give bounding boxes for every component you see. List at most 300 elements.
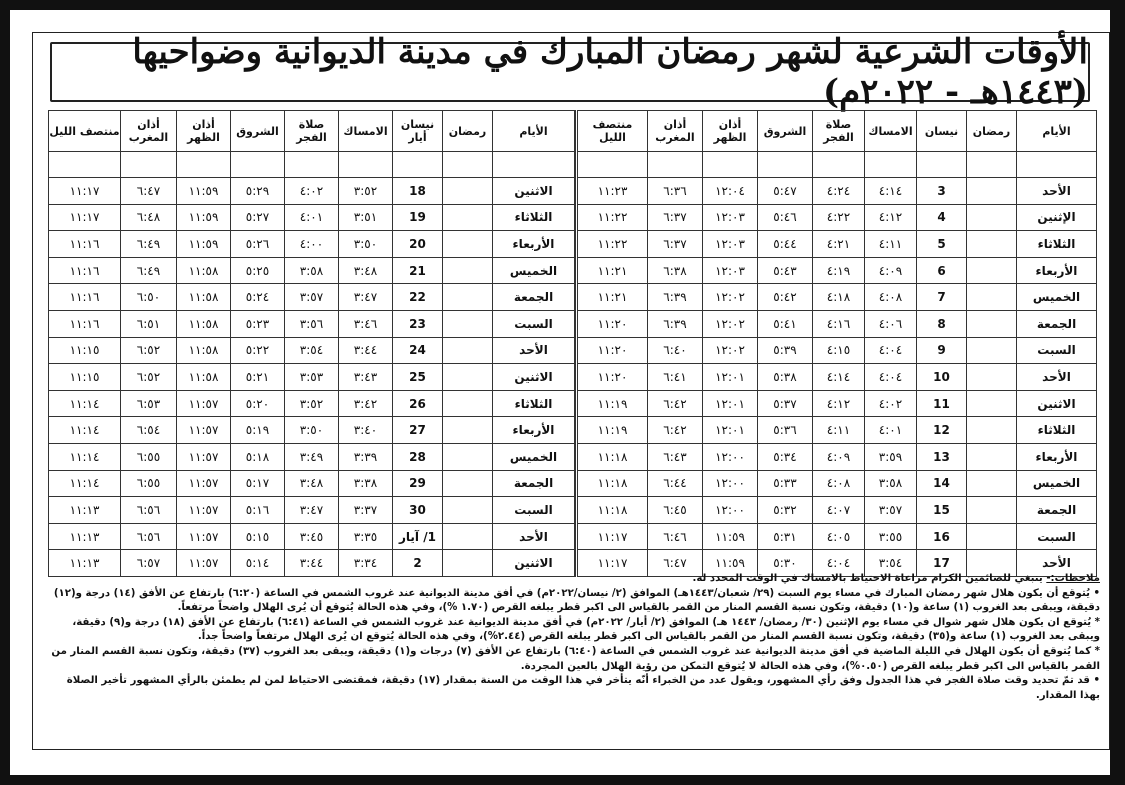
cell-month-day: 27 [393,417,443,444]
table-row [49,178,575,205]
cell-midnight: ١١:١٩ [577,390,648,417]
cell-ramadan [967,204,1017,231]
cell-ramadan [967,178,1017,205]
cell-day: الثلاثاء [493,204,575,231]
table-row [577,417,1097,444]
cell-dhuhr: ١٢:٠١ [703,417,758,444]
cell-fajr: ٤:١٩ [813,257,865,284]
cell-imsak: ٣:٥١ [339,204,393,231]
cell-midnight: ١١:١٦ [49,231,121,258]
cell-sunrise: ٥:٢٩ [231,178,285,205]
blank-row [577,152,1097,178]
cell-dhuhr: ١٢:٠٢ [703,337,758,364]
cell-midnight: ١١:١٥ [49,364,121,391]
notes-heading: ملاحظات:- [1046,573,1100,584]
cell-midnight: ١١:٢٢ [577,204,648,231]
cell-imsak: ٤:٠٨ [865,284,917,311]
cell-ramadan [967,364,1017,391]
cell-sunrise: ٥:٢١ [231,364,285,391]
cell-sunrise: ٥:١٦ [231,497,285,524]
cell-sunrise: ٥:٤١ [758,310,813,337]
cell-day: الأربعاء [493,417,575,444]
cell-ramadan [443,310,493,337]
cell-ramadan [967,337,1017,364]
cell-month-day: 28 [393,443,443,470]
cell-ramadan [967,310,1017,337]
cell-dhuhr: ١١:٥٨ [177,257,231,284]
col-header-dhuhr: أذان الظهر [177,111,231,152]
cell-fajr: ٤:٠٢ [285,178,339,205]
cell-sunrise: ٥:٣٦ [758,417,813,444]
cell-fajr: ٤:١١ [813,417,865,444]
cell-day: الأربعاء [1017,257,1097,284]
cell-sunrise: ٥:٢٢ [231,337,285,364]
cell-maghrib: ٦:٥٢ [121,364,177,391]
cell-imsak: ٤:٠٤ [865,364,917,391]
cell-maghrib: ٦:٥٥ [121,443,177,470]
table-row [577,337,1097,364]
cell-imsak: ٣:٤٨ [339,257,393,284]
cell-month-day: 17 [917,550,967,577]
cell-fajr: ٤:١٨ [813,284,865,311]
notes-line: * كما يُتوقع أن يكون الهلال في الليلة الماضية في أفق مدينة الديوانية عند غروب الشمس في الساعة (٦:٤٠) بارتفاع عن الأفق (٧) درجات و(١) دقيقة، ويبقى بعد الغروب (٣٧) دقيقة، وتكون نسبة القسم المنار من القمر بالقياس الى اكبر قطر يبلغه القرص (٠.٥٠%)، وفي هذه الحالة لا يُتوقع التمكن من رؤية الهلال بالعين المجردة. [51,645,1100,672]
cell-maghrib: ٦:٥٠ [121,284,177,311]
cell-dhuhr: ١٢:٠١ [703,364,758,391]
cell-fajr: ٤:١٤ [813,364,865,391]
cell-ramadan [967,257,1017,284]
cell-month-day: 15 [917,497,967,524]
cell-imsak: ٤:١١ [865,231,917,258]
cell-midnight: ١١:٢٠ [577,310,648,337]
cell-fajr: ٣:٥٤ [285,337,339,364]
table-row [577,284,1097,311]
table-body-right [577,152,1097,577]
cell-sunrise: ٥:٣٢ [758,497,813,524]
cell-day: السبت [1017,523,1097,550]
cell-fajr: ٣:٥٣ [285,364,339,391]
cell-sunrise: ٥:٣٠ [758,550,813,577]
cell-day: الأحد [493,523,575,550]
cell-fajr: ٤:٠٤ [813,550,865,577]
cell-fajr: ٣:٤٧ [285,497,339,524]
table-row [49,523,575,550]
cell-day: الإثنين [1017,204,1097,231]
cell-month-day: 16 [917,523,967,550]
cell-midnight: ١١:١٤ [49,417,121,444]
cell-sunrise: ٥:٢٦ [231,231,285,258]
cell-sunrise: ٥:٣١ [758,523,813,550]
cell-day: الخميس [493,257,575,284]
cell-sunrise: ٥:٤٣ [758,257,813,284]
cell-ramadan [443,390,493,417]
cell-maghrib: ٦:٣٦ [648,178,703,205]
table-row [49,310,575,337]
cell-month-day: 13 [917,443,967,470]
cell-fajr: ٣:٥٨ [285,257,339,284]
cell-imsak: ٣:٣٩ [339,443,393,470]
cell-imsak: ٤:٠٢ [865,390,917,417]
cell-imsak: ٣:٥٥ [865,523,917,550]
cell-imsak: ٣:٥٩ [865,443,917,470]
cell-ramadan [967,284,1017,311]
col-header-midnight: منتصف الليل [577,111,648,152]
table-body-left [49,152,575,577]
prayer-times-table-left [48,110,575,577]
cell-day: الأحد [1017,550,1097,577]
table-row [577,443,1097,470]
col-header-month: نيسان [917,111,967,152]
cell-imsak: ٤:١٢ [865,204,917,231]
cell-ramadan [443,204,493,231]
cell-midnight: ١١:١٤ [49,470,121,497]
cell-month-day: 6 [917,257,967,284]
cell-midnight: ١١:١٨ [577,470,648,497]
cell-month-day: 5 [917,231,967,258]
cell-month-day: 9 [917,337,967,364]
cell-fajr: ٤:١٥ [813,337,865,364]
cell-maghrib: ٦:٤٣ [648,443,703,470]
table-row [49,337,575,364]
cell-month-day: 10 [917,364,967,391]
cell-month-day: 3 [917,178,967,205]
table-row [49,284,575,311]
cell-fajr: ٣:٥٦ [285,310,339,337]
cell-month-day: 7 [917,284,967,311]
cell-sunrise: ٥:٤٧ [758,178,813,205]
cell-imsak: ٣:٤٧ [339,284,393,311]
table-row [577,364,1097,391]
cell-dhuhr: ١١:٥٧ [177,550,231,577]
cell-imsak: ٤:٠٤ [865,337,917,364]
cell-maghrib: ٦:٤٠ [648,337,703,364]
cell-midnight: ١١:٢٠ [577,337,648,364]
cell-ramadan [967,417,1017,444]
cell-sunrise: ٥:١٥ [231,523,285,550]
cell-midnight: ١١:١٣ [49,550,121,577]
cell-maghrib: ٦:٣٩ [648,310,703,337]
cell-day: السبت [493,497,575,524]
cell-imsak: ٤:١٤ [865,178,917,205]
cell-maghrib: ٦:٥٣ [121,390,177,417]
cell-day: الاثنين [1017,390,1097,417]
cell-dhuhr: ١٢:٠٣ [703,204,758,231]
table-row [577,310,1097,337]
cell-midnight: ١١:١٤ [49,390,121,417]
cell-maghrib: ٦:٥٢ [121,337,177,364]
col-header-sunrise: الشروق [231,111,285,152]
prayer-times-table-right [575,110,1097,577]
page-title: الأوقات الشرعية لشهر رمضان المبارك في مدينة الديوانية وضواحيها (١٤٤٣هـ - ٢٠٢٢م) [50,42,1090,102]
cell-month-day: 22 [393,284,443,311]
cell-maghrib: ٦:٥٦ [121,497,177,524]
cell-imsak: ٣:٣٨ [339,470,393,497]
cell-dhuhr: ١٢:٠٣ [703,257,758,284]
cell-imsak: ٣:٤٤ [339,337,393,364]
cell-sunrise: ٥:٤٦ [758,204,813,231]
cell-day: الجمعة [493,470,575,497]
table-header-row [49,111,575,152]
cell-ramadan [443,178,493,205]
cell-dhuhr: ١١:٥٨ [177,364,231,391]
cell-month-day: 20 [393,231,443,258]
cell-day: الاثنين [493,178,575,205]
cell-midnight: ١١:١٣ [49,497,121,524]
cell-ramadan [443,417,493,444]
cell-ramadan [967,497,1017,524]
cell-sunrise: ٥:١٩ [231,417,285,444]
cell-sunrise: ٥:٣٩ [758,337,813,364]
cell-sunrise: ٥:٤٢ [758,284,813,311]
cell-maghrib: ٦:٣٧ [648,204,703,231]
col-header-imsak: الامساك [339,111,393,152]
cell-midnight: ١١:١٦ [49,310,121,337]
cell-fajr: ٣:٤٥ [285,523,339,550]
col-header-sunrise: الشروق [758,111,813,152]
cell-day: الثلاثاء [493,390,575,417]
cell-month-day: 30 [393,497,443,524]
cell-month-day: 21 [393,257,443,284]
cell-month-day: 8 [917,310,967,337]
cell-sunrise: ٥:٢٥ [231,257,285,284]
cell-day: الثلاثاء [1017,417,1097,444]
cell-midnight: ١١:١٧ [49,204,121,231]
cell-imsak: ٣:٣٤ [339,550,393,577]
cell-day: الاثنين [493,550,575,577]
cell-day: الجمعة [493,284,575,311]
table-row [49,470,575,497]
cell-fajr: ٤:٠٩ [813,443,865,470]
notes-section [50,572,1100,703]
cell-fajr: ٣:٤٩ [285,443,339,470]
cell-dhuhr: ١٢:٠٠ [703,443,758,470]
cell-maghrib: ٦:٤٧ [121,178,177,205]
cell-dhuhr: ١١:٥٨ [177,310,231,337]
col-header-dhuhr: أذان الظهر [703,111,758,152]
cell-month-day: 14 [917,470,967,497]
cell-midnight: ١١:٢٣ [577,178,648,205]
cell-month-day: 25 [393,364,443,391]
cell-dhuhr: ١١:٥٨ [177,284,231,311]
cell-sunrise: ٥:٢٣ [231,310,285,337]
cell-midnight: ١١:٢٠ [577,364,648,391]
cell-imsak: ٣:٥٧ [865,497,917,524]
cell-day: الأحد [1017,364,1097,391]
cell-ramadan [443,523,493,550]
cell-fajr: ٤:٠١ [285,204,339,231]
cell-ramadan [443,284,493,311]
notes-line [50,572,1100,587]
cell-maghrib: ٦:٤٥ [648,497,703,524]
cell-month-day: 11 [917,390,967,417]
col-header-day: الأيام [493,111,575,152]
cell-sunrise: ٥:٢٧ [231,204,285,231]
table-row [577,390,1097,417]
col-header-fajr: صلاة الفجر [813,111,865,152]
cell-fajr: ٣:٥٠ [285,417,339,444]
cell-midnight: ١١:١٨ [577,497,648,524]
cell-day: السبت [1017,337,1097,364]
cell-sunrise: ٥:١٤ [231,550,285,577]
cell-dhuhr: ١١:٥٩ [703,550,758,577]
table-row [49,443,575,470]
cell-midnight: ١١:١٥ [49,337,121,364]
cell-dhuhr: ١٢:٠٠ [703,497,758,524]
cell-day: الأربعاء [493,231,575,258]
table-row [49,364,575,391]
cell-dhuhr: ١٢:٠٣ [703,231,758,258]
cell-dhuhr: ١٢:٠١ [703,390,758,417]
cell-day: الاثنين [493,364,575,391]
col-header-imsak: الامساك [865,111,917,152]
cell-dhuhr: ١١:٥٩ [177,204,231,231]
cell-dhuhr: ١١:٥٧ [177,470,231,497]
cell-ramadan [443,443,493,470]
cell-month-day: 29 [393,470,443,497]
col-header-midnight: منتصف الليل [49,111,121,152]
cell-month-day: 1/ آيار [393,523,443,550]
cell-maghrib: ٦:٥٧ [121,550,177,577]
table-row [49,417,575,444]
cell-sunrise: ٥:٢٠ [231,390,285,417]
cell-day: الجمعة [1017,497,1097,524]
cell-midnight: ١١:١٦ [49,257,121,284]
cell-maghrib: ٦:٤٦ [648,523,703,550]
cell-month-day: 4 [917,204,967,231]
cell-midnight: ١١:٢٢ [577,231,648,258]
cell-dhuhr: ١١:٥٧ [177,523,231,550]
cell-dhuhr: ١٢:٠٠ [703,470,758,497]
table-row [577,523,1097,550]
table-row [577,497,1097,524]
cell-midnight: ١١:١٦ [49,284,121,311]
cell-ramadan [967,470,1017,497]
cell-month-day: 19 [393,204,443,231]
table-row [577,231,1097,258]
cell-day: الثلاثاء [1017,231,1097,258]
col-header-maghrib: أذان المغرب [648,111,703,152]
cell-fajr: ٤:٠٧ [813,497,865,524]
cell-midnight: ١١:٢١ [577,284,648,311]
cell-maghrib: ٦:٥٤ [121,417,177,444]
cell-midnight: ١١:١٨ [577,443,648,470]
cell-imsak: ٣:٤٠ [339,417,393,444]
cell-maghrib: ٦:٤٨ [121,204,177,231]
cell-ramadan [967,443,1017,470]
document-page [10,10,1110,775]
cell-midnight: ١١:١٧ [49,178,121,205]
cell-midnight: ١١:١٧ [577,550,648,577]
notes-line: • قد تمّ تحديد وقت صلاة الفجر في هذا الجدول وفق رأي المشهور، ويقول عدد من الخبراء أنّه يتأخر في هذا الوقت من السنة بمقدار (١٧) دقيقة، فمقتضى الاحتياط لمن لم يطمئن بالرأي المشهور تأخير الصلاة بهذا المقدار. [66,675,1100,701]
cell-ramadan [967,231,1017,258]
table-row [49,497,575,524]
cell-ramadan [967,390,1017,417]
cell-imsak: ٣:٣٧ [339,497,393,524]
cell-sunrise: ٥:٢٤ [231,284,285,311]
cell-imsak: ٣:٥٠ [339,231,393,258]
cell-midnight: ١١:١٣ [49,523,121,550]
cell-sunrise: ٥:٣٣ [758,470,813,497]
table-row [49,204,575,231]
cell-day: الخميس [1017,284,1097,311]
cell-imsak: ٣:٥٢ [339,178,393,205]
cell-maghrib: ٦:٤٢ [648,390,703,417]
cell-fajr: ٤:٢٤ [813,178,865,205]
cell-fajr: ٣:٤٤ [285,550,339,577]
cell-fajr: ٤:١٦ [813,310,865,337]
cell-ramadan [443,231,493,258]
table-row [49,257,575,284]
cell-dhuhr: ١١:٥٩ [177,178,231,205]
cell-fajr: ٣:٥٧ [285,284,339,311]
cell-fajr: ٤:٠٨ [813,470,865,497]
cell-imsak: ٤:٠١ [865,417,917,444]
cell-maghrib: ٦:٣٩ [648,284,703,311]
cell-maghrib: ٦:٤٧ [648,550,703,577]
cell-month-day: 26 [393,390,443,417]
cell-dhuhr: ١١:٥٧ [177,497,231,524]
cell-month-day: 12 [917,417,967,444]
cell-dhuhr: ١١:٥٧ [177,417,231,444]
cell-sunrise: ٥:٣٧ [758,390,813,417]
cell-sunrise: ٥:٣٤ [758,443,813,470]
cell-sunrise: ٥:٣٨ [758,364,813,391]
notes-text: ينبغي للصائمين الكرام مراعاة الاحتياط بالامساك في الوقت المحدد له. [692,573,1043,584]
cell-midnight: ١١:١٩ [577,417,648,444]
cell-imsak: ٤:٠٦ [865,310,917,337]
cell-fajr: ٣:٤٨ [285,470,339,497]
cell-day: الخميس [1017,470,1097,497]
col-header-month: نيسان أيار [393,111,443,152]
cell-maghrib: ٦:٥٥ [121,470,177,497]
col-header-maghrib: أذان المغرب [121,111,177,152]
cell-maghrib: ٦:٤٩ [121,231,177,258]
cell-day: الخميس [493,443,575,470]
cell-imsak: ٤:٠٩ [865,257,917,284]
col-header-ramadan: رمضان [967,111,1017,152]
cell-fajr: ٤:١٢ [813,390,865,417]
table-header-row [577,111,1097,152]
cell-maghrib: ٦:٤٤ [648,470,703,497]
cell-maghrib: ٦:٤٩ [121,257,177,284]
cell-dhuhr: ١١:٥٧ [177,443,231,470]
table-row [49,390,575,417]
cell-imsak: ٣:٣٥ [339,523,393,550]
col-header-day: الأيام [1017,111,1097,152]
cell-midnight: ١١:١٧ [577,523,648,550]
notes-line: * يُتوقع ان يكون هلال شهر شوال في مساء يوم الإثنين (٣٠/ رمضان/ ١٤٤٣ هـ) الموافق (٢/ أيار/ ٢٠٢٢م) في أفق مدينة الديوانية عند غروب الشمس في الساعة (٦:٤١) بارتفاع عن الأفق (١٨) درجة و(٩) دقيقة، ويبقى بعد الغروب (١) ساعة و(٣٥) دقيقة، وتكون نسبة القسم المنار من القمر بالقياس الى اكبر قطر يبلغه القرص (٢.٤٤%)، وفي هذه الحالة يُتوقع ان يُرى الهلال مرتفعاً واضحاً جداً. [72,616,1100,643]
cell-imsak: ٣:٤٦ [339,310,393,337]
cell-sunrise: ٥:١٨ [231,443,285,470]
cell-dhuhr: ١١:٥٩ [703,523,758,550]
cell-dhuhr: ١١:٥٨ [177,337,231,364]
cell-ramadan [443,257,493,284]
cell-month-day: 23 [393,310,443,337]
col-header-ramadan: رمضان [443,111,493,152]
cell-imsak: ٣:٥٤ [865,550,917,577]
cell-fajr: ٤:٠٥ [813,523,865,550]
cell-ramadan [443,497,493,524]
cell-ramadan [443,364,493,391]
cell-imsak: ٣:٤٣ [339,364,393,391]
table-row [577,178,1097,205]
table-row [577,204,1097,231]
cell-sunrise: ٥:١٧ [231,470,285,497]
cell-day: الأحد [493,337,575,364]
notes-line: • يُتوقع أن يكون هلال شهر رمضان المبارك في مساء يوم السبت (٢٩/ شعبان/١٤٤٣هـ) الموافق (٢/ نيسان/٢٠٢٢م) في أفق مدينة الديوانية عند غروب الشمس في الساعة (٦:٢٠) بارتفاع عن الأفق (١٤) درجة و(١٢) دقيقة، ويبقى بعد الغروب (١) ساعة و(١٠) دقيقة، وتكون نسبة القسم المنار من القمر بالقياس الى اكبر قطر يبلغه القرص (١.٧٠ %)، وفي هذه الحالة يُتوقع أن يُرى الهلال واضحاً مرتفعاً. [53,587,1100,614]
cell-maghrib: ٦:٣٨ [648,257,703,284]
cell-maghrib: ٦:٥١ [121,310,177,337]
cell-midnight: ١١:١٤ [49,443,121,470]
